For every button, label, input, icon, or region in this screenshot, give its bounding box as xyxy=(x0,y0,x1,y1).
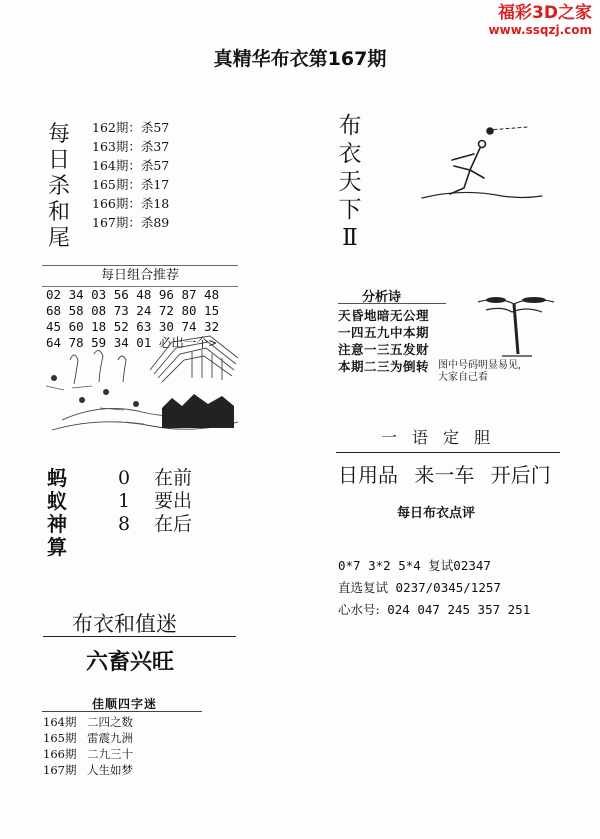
page-title: 真精华布衣第167期 xyxy=(213,48,387,70)
list-item xyxy=(118,513,192,536)
sentence-text: 日用品 来一车 开后门 xyxy=(338,463,551,487)
label-char: 日 xyxy=(47,148,70,173)
riddle-text: 人生如梦 xyxy=(87,763,133,777)
list-item: 166期：杀18 xyxy=(92,196,170,211)
divider xyxy=(42,711,202,712)
review-label: 直选复试 xyxy=(338,580,389,595)
period: 165期 xyxy=(43,731,77,745)
list-item xyxy=(118,490,192,513)
review-line xyxy=(338,577,530,599)
kicker-sketch xyxy=(412,118,552,208)
list-item xyxy=(43,730,133,746)
divider xyxy=(338,303,446,304)
poem-line: 天昏地暗无公理 xyxy=(338,308,430,323)
combo-title: 每日组合推荐 xyxy=(42,266,238,287)
ant-text: 在前 xyxy=(154,467,193,489)
combo-row: 02 34 03 56 48 96 87 48 xyxy=(46,287,220,302)
review-line xyxy=(338,599,530,621)
list-item: 163期：杀37 xyxy=(92,139,170,154)
list-item xyxy=(118,467,192,490)
watermark xyxy=(489,4,592,37)
label-char: 和 xyxy=(47,200,70,225)
combo-row: 68 58 08 73 24 72 80 15 xyxy=(46,303,220,318)
note-line: 图中号码明显易见, xyxy=(438,360,522,371)
label-char: 算 xyxy=(47,535,67,559)
ant-god-list xyxy=(118,467,192,536)
label-char: 布 xyxy=(338,113,362,139)
label-char: 下 xyxy=(338,197,362,223)
value-riddle-phrase: 六畜兴旺 xyxy=(86,649,175,675)
pine-tree-sketch xyxy=(472,290,564,360)
period: 164期 xyxy=(43,715,77,729)
divider xyxy=(43,636,236,637)
watermark-title: 福彩3D之家 xyxy=(498,3,592,23)
review-line: 0*7 3*2 5*4 复试02347 xyxy=(338,558,491,573)
note-line: 大家自己看 xyxy=(438,372,488,383)
label-char: Ⅱ xyxy=(342,225,358,251)
ant-number: 8 xyxy=(118,513,131,535)
divider xyxy=(336,452,560,453)
list-item xyxy=(43,714,133,730)
poem-line: 本期二三为倒转 xyxy=(338,359,430,374)
period: 166期 xyxy=(43,747,77,761)
list-item: 164期：杀57 xyxy=(92,158,170,173)
value-riddle-title: 布衣和值迷 xyxy=(72,612,177,636)
list-item: 165期：杀17 xyxy=(92,177,170,192)
poem-title: 分析诗 xyxy=(362,290,402,305)
review-block xyxy=(338,555,530,621)
ant-text: 要出 xyxy=(154,490,193,512)
review-value: 024 047 245 357 251 xyxy=(387,602,531,617)
list-item xyxy=(43,746,133,762)
buyi-label xyxy=(336,112,364,252)
ant-god-label xyxy=(47,467,67,559)
kill-tail-list xyxy=(92,118,169,232)
label-char: 杀 xyxy=(47,174,70,199)
ant-number: 1 xyxy=(118,490,131,512)
poem-line: 一四五九中本期 xyxy=(338,325,430,340)
period: 167期 xyxy=(43,763,77,777)
watermark-url: www.ssqzj.com xyxy=(488,23,592,37)
poem-lines xyxy=(338,307,429,375)
review-label: 心水号: xyxy=(338,602,380,617)
ant-text: 在后 xyxy=(154,513,193,535)
review-value: 0237/0345/1257 xyxy=(395,580,501,595)
label-char: 尾 xyxy=(47,226,70,251)
label-char: 每 xyxy=(47,122,70,147)
poem-line: 注意一三五发财 xyxy=(338,342,430,357)
landscape-illustration xyxy=(42,330,238,438)
label-char: 天 xyxy=(338,169,362,195)
poem-note xyxy=(438,360,578,384)
four-char-list xyxy=(43,714,133,778)
combo-row: 64 78 59 34 01 必出一个> xyxy=(46,335,217,350)
label-char: 神 xyxy=(47,512,67,536)
list-item: 167期：杀89 xyxy=(92,215,170,230)
riddle-text: 二九三十 xyxy=(87,747,133,761)
combo-panel xyxy=(42,265,238,437)
list-item: 162期：杀57 xyxy=(92,120,170,135)
riddle-text: 二四之数 xyxy=(87,715,133,729)
kill-tail-label xyxy=(46,122,72,252)
label-char: 衣 xyxy=(338,141,362,167)
list-item xyxy=(43,762,133,778)
ant-number: 0 xyxy=(118,467,131,489)
riddle-text: 雷震九洲 xyxy=(87,731,133,745)
label-char: 蚁 xyxy=(47,489,67,513)
sentence-title: 一语定胆 xyxy=(381,428,506,447)
combo-row: 45 60 18 52 63 30 74 32 xyxy=(46,319,220,334)
review-title: 每日布衣点评 xyxy=(397,506,476,521)
four-char-title: 佳顺四字迷 xyxy=(92,697,158,711)
label-char: 蚂 xyxy=(47,466,67,490)
